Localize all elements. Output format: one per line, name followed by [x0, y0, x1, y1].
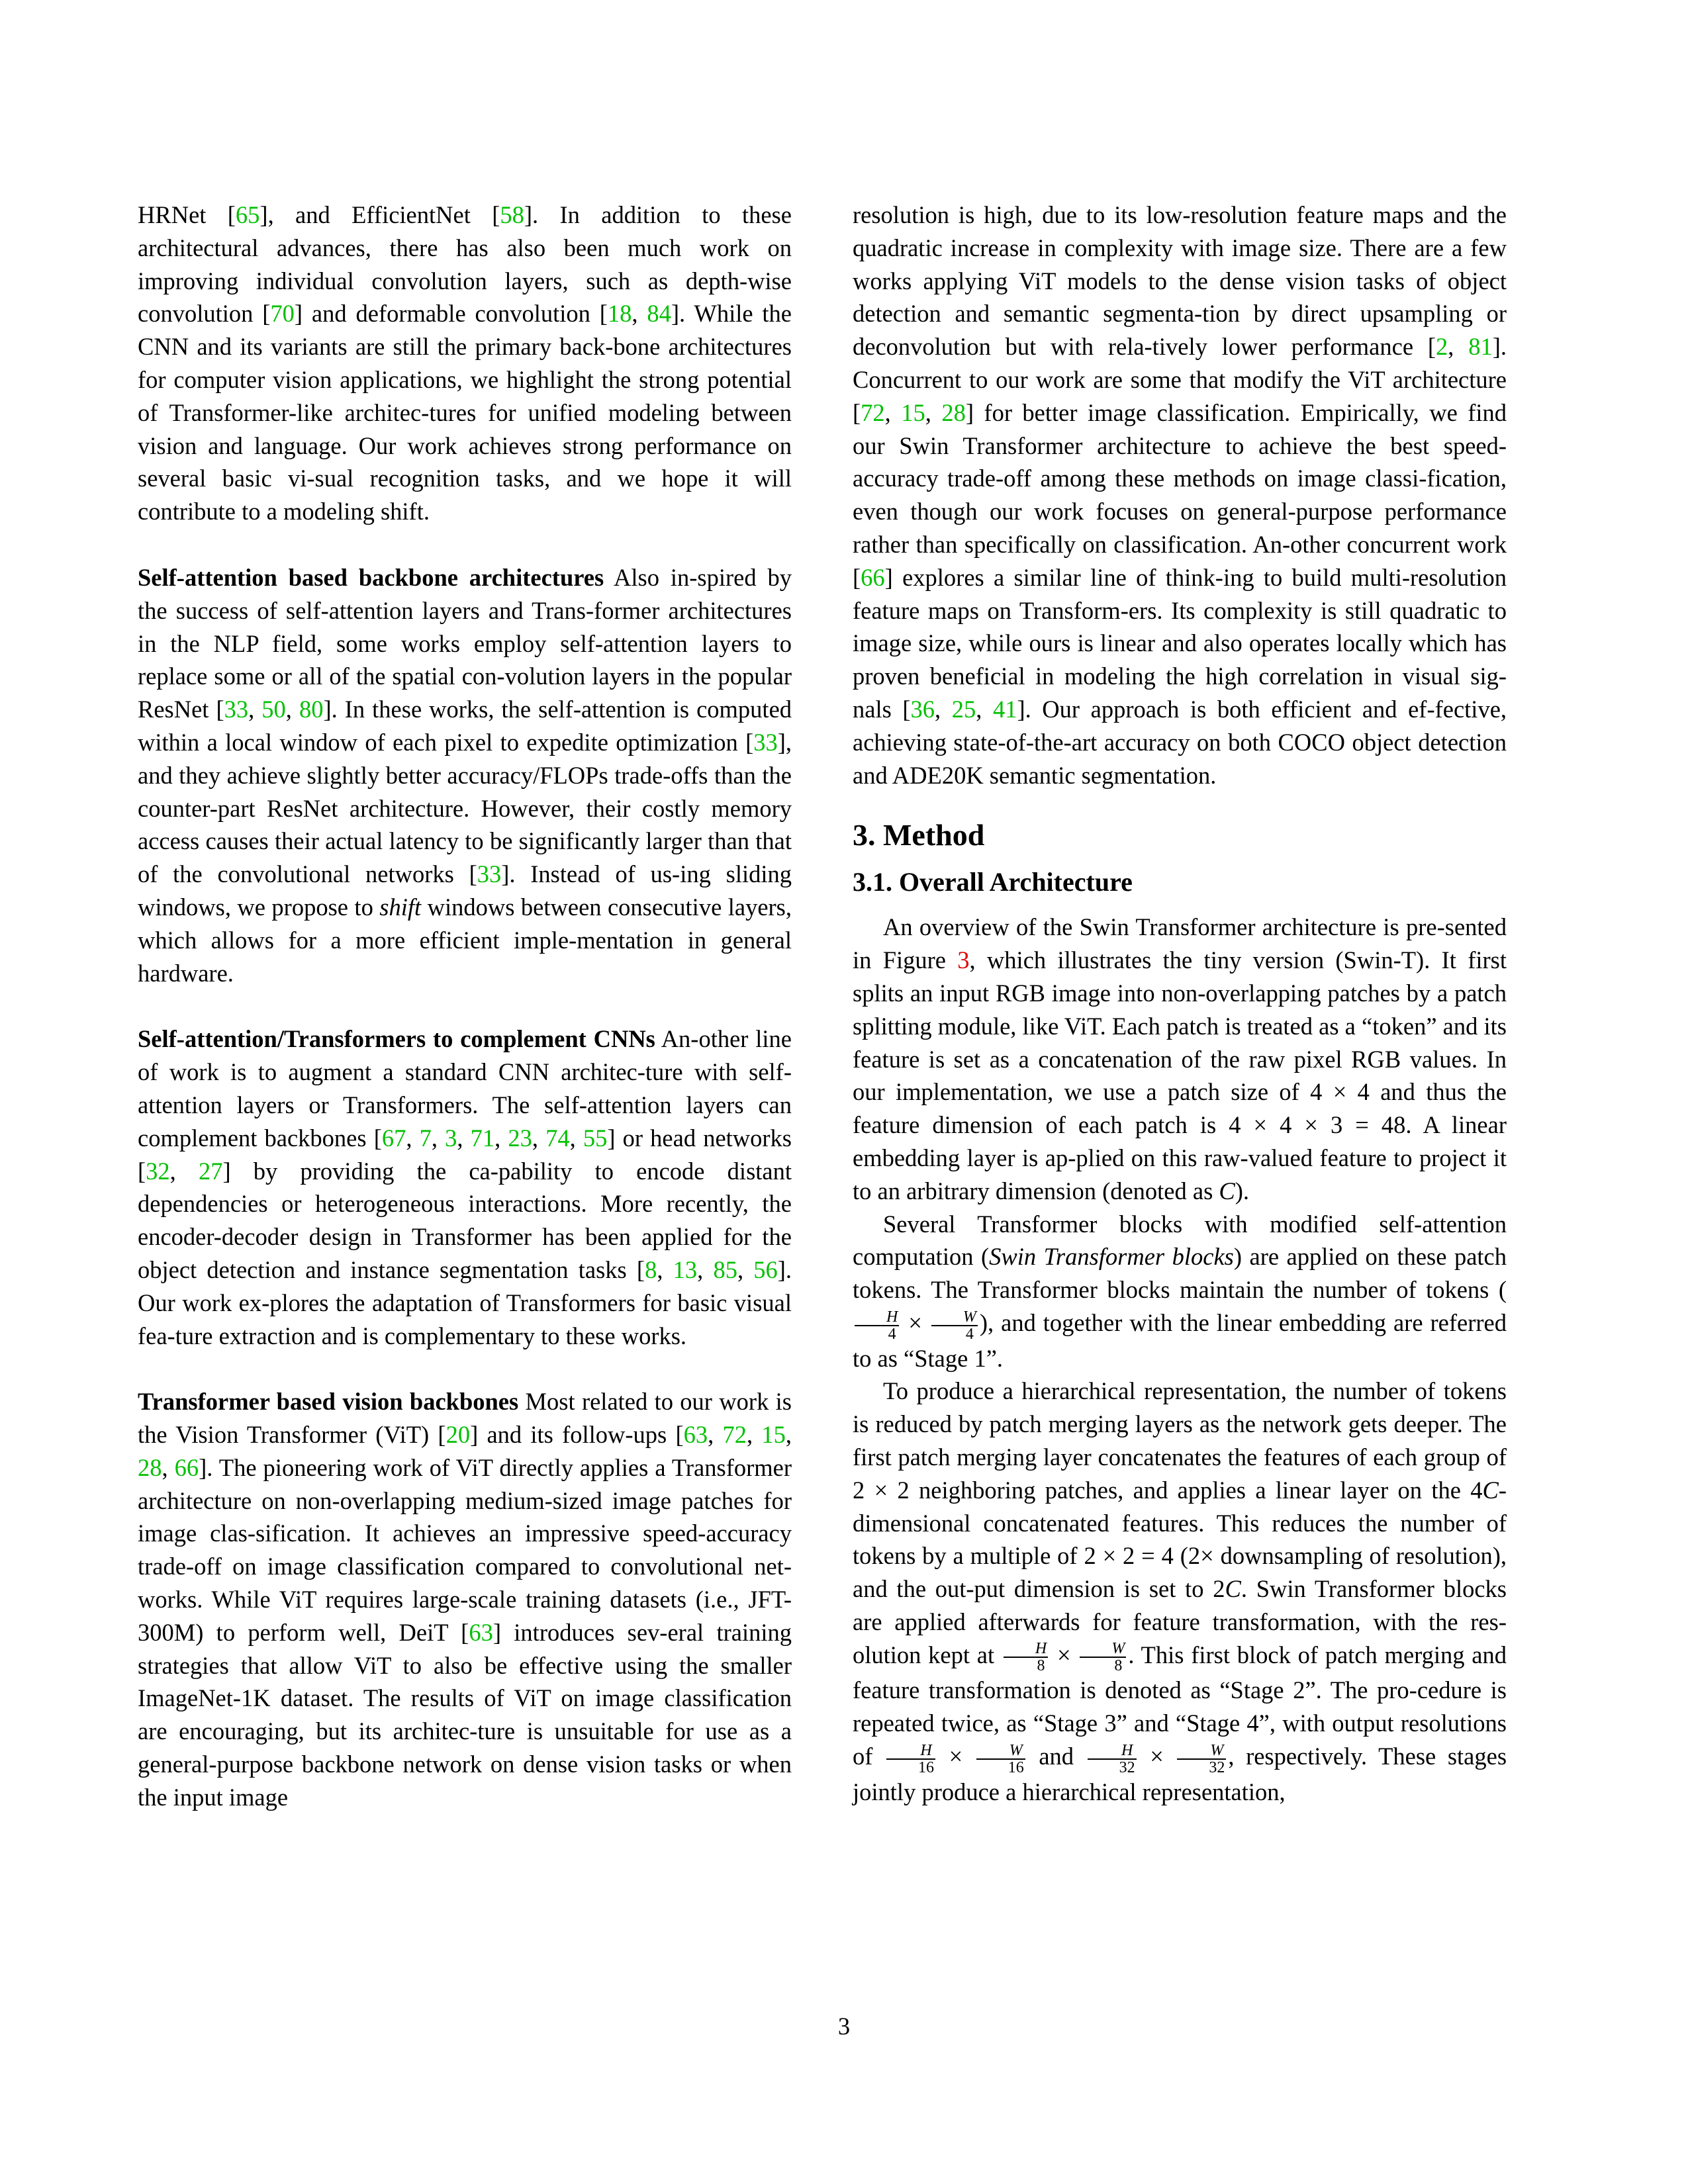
- text-run: and: [1027, 1742, 1086, 1770]
- text-run: HRNet [: [138, 201, 236, 228]
- subsection-title: 3.1. Overall Architecture: [853, 867, 1133, 897]
- text-run: ]. In addition to these architectural advances, there has also been much work on improving individual convolution layers, such as depth-wise convolution [: [138, 201, 792, 328]
- text-run: ,: [569, 1124, 583, 1152]
- citation-link[interactable]: 27: [198, 1157, 223, 1185]
- text-run: ,: [697, 1255, 714, 1283]
- paragraph-cnn-advances: [138, 199, 792, 528]
- left-column: [138, 199, 792, 1814]
- citation-link[interactable]: 70: [270, 300, 295, 328]
- citation-link[interactable]: 55: [583, 1124, 608, 1152]
- fraction-denominator: 16: [918, 1758, 934, 1776]
- text-run: An-other line of work is to augment a standard CNN architec-ture with self-attention layers or Transformers. The self-attention layers can complement backbones [: [138, 1025, 792, 1152]
- math-variable: C: [1219, 1177, 1235, 1205]
- text-run: ,: [162, 1453, 175, 1481]
- text-run: ), and together with the linear embedding are referred to as “Stage 1”.: [853, 1308, 1507, 1372]
- text-run: Also in-spired by the success of self-attention layers and Trans-former architectures in the NLP field, some works employ self-attention layers to replace some or all of the spatial con-volution layers in the popular ResNet [: [138, 563, 792, 723]
- text-run: resolution is high, due to its low-resolution feature maps and the quadratic increase in complexity with image size. There are a few works applying ViT models to the dense vision tasks of object detection and semantic segmenta-tion by direct upsampling or deconvolution but with rela-tively lower performance [: [853, 201, 1507, 361]
- text-run: ,: [785, 1421, 792, 1449]
- citation-link[interactable]: 33: [753, 728, 778, 756]
- text-run: , which illustrates the tiny version (Swin-T). It first splits an input RGB image into non-overlapping patches by a patch splitting module, like ViT. Each patch is treated as a “token” and its feature is set as a concatenation of the raw pixel RGB values. In our implementation, we use a patch size of 4 × 4 and thus the feature dimension of each patch is 4 × 4 × 3 = 48. A linear embedding layer is ap-plied on this raw-valued feature to project it to an arbitrary dimension (denoted as: [853, 946, 1507, 1205]
- citation-link[interactable]: 65: [235, 201, 260, 228]
- text-run: , respectively. These stages jointly produce a hierarchical representation,: [853, 1742, 1507, 1805]
- citation-link[interactable]: 33: [477, 860, 502, 888]
- citation-link[interactable]: 63: [683, 1421, 708, 1449]
- citation-link[interactable]: 58: [500, 201, 524, 228]
- citation-link[interactable]: 32: [146, 1157, 170, 1185]
- fraction-denominator: 32: [1209, 1758, 1225, 1776]
- paragraph-vit-limitations: [853, 199, 1507, 792]
- text-run: ×: [901, 1308, 929, 1336]
- text-run: ] and deformable convolution [: [294, 300, 608, 328]
- math-fraction: [1080, 1641, 1126, 1674]
- citation-link[interactable]: 15: [901, 398, 925, 426]
- math-fraction: [1177, 1743, 1226, 1776]
- fraction-denominator: 8: [1114, 1657, 1123, 1675]
- citation-link[interactable]: 63: [469, 1618, 493, 1646]
- text-run: ,: [925, 398, 942, 426]
- citation-link[interactable]: 66: [861, 563, 885, 591]
- citation-link[interactable]: 66: [174, 1453, 199, 1481]
- fraction-denominator: 8: [1037, 1657, 1045, 1675]
- text-run: ]. Our approach is both efficient and ef-fective, achieving state-of-the-art accuracy on both COCO object detection and ADE20K semantic segmentation.: [853, 695, 1507, 789]
- fraction-numerator: H: [886, 1743, 935, 1760]
- text-run: ]. Our work ex-plores the adaptation of Transformers for basic visual fea-ture extraction and is complementary to these works.: [138, 1255, 792, 1349]
- citation-link[interactable]: 71: [470, 1124, 495, 1152]
- citation-link[interactable]: 36: [910, 695, 935, 723]
- text-run: ,: [169, 1157, 199, 1185]
- math-fraction: [1088, 1743, 1137, 1776]
- text-run: ) are applied on these patch tokens. The Transformer blocks maintain the number of tokens (: [853, 1243, 1507, 1304]
- text-run: windows between consecutive layers, which allows for a more efficient imple-mentation in general hardware.: [138, 893, 792, 987]
- text-run: ,: [632, 300, 647, 328]
- citation-link[interactable]: 80: [299, 696, 324, 723]
- citation-link[interactable]: 41: [992, 695, 1017, 723]
- citation-link[interactable]: 72: [722, 1421, 747, 1449]
- text-run: ] introduces sev-eral training strategies that allow ViT to also be effective using the smaller ImageNet-1K dataset. The results of ViT on image classification are encouraging, but its architec-ture is unsuitable for use as a general-purpose backbone network on dense vision tasks or when the input image: [138, 1618, 792, 1811]
- text-run: . This first block of patch merging and feature transformation is denoted as “Stage 2”. The pro-cedure is repeated twice, as “Stage 3” and “Stage 4”, with output resolutions of: [853, 1641, 1507, 1770]
- text-run: ]. The pioneering work of ViT directly applies a Transformer architecture on non-overlapping medium-sized image patches for image clas-sification. It achieves an impressive speed-accuracy trade-off on image classification compared to convolutional net-works. While ViT requires large-scale training datasets (i.e., JFT-300M) to perform well, DeiT [: [138, 1453, 792, 1646]
- text-run: ], and they achieve slightly better accuracy/FLOPs trade-offs than the counter-part ResNet architecture. However, their costly memory access causes their actual latency to be significantly larger than that of the convolutional networks [: [138, 728, 792, 888]
- paragraph-heading: Transformer based vision backbones: [138, 1388, 519, 1416]
- paragraph-heading: Self-attention based backbone architectures: [138, 563, 604, 591]
- citation-link[interactable]: 84: [647, 300, 671, 328]
- citation-link[interactable]: 28: [941, 398, 966, 426]
- citation-link[interactable]: 25: [951, 695, 976, 723]
- text-run: ,: [248, 696, 262, 723]
- math-fraction: [886, 1743, 935, 1776]
- text-run: Several Transformer blocks with modified self-attention computation (: [853, 1210, 1507, 1271]
- text-run: ,: [737, 1255, 754, 1283]
- fraction-numerator: W: [931, 1309, 978, 1326]
- citation-link[interactable]: 81: [1468, 333, 1493, 361]
- fraction-numerator: W: [976, 1743, 1025, 1760]
- paragraph-swin-blocks: [853, 1208, 1507, 1375]
- citation-link[interactable]: 33: [224, 696, 249, 723]
- italic-text: Swin Transformer blocks: [989, 1243, 1234, 1271]
- fraction-numerator: H: [1004, 1641, 1048, 1658]
- fraction-denominator: 4: [965, 1325, 974, 1343]
- fraction-numerator: W: [1080, 1641, 1126, 1658]
- math-fraction: [931, 1309, 978, 1342]
- text-run: ,: [884, 398, 902, 426]
- citation-link[interactable]: 56: [753, 1255, 778, 1283]
- text-run: ×: [1050, 1641, 1078, 1668]
- citation-link[interactable]: 85: [713, 1255, 737, 1283]
- text-run: To produce a hierarchical representation, the number of tokens is reduced by patch merging layers as the network gets deeper. The first patch merging layer concatenates the features of each group of 2 × 2 neighboring patches, and applies a linear layer on the 4: [853, 1377, 1507, 1504]
- math-variable: C: [1482, 1476, 1499, 1504]
- section-title: 3. Method: [853, 818, 985, 852]
- text-run: ,: [532, 1124, 546, 1152]
- page-number: 3: [837, 2013, 851, 2040]
- text-run: ]. While the CNN and its variants are still the primary back-bone architectures for computer vision applications, we highlight the strong potential of Transformer-like architec-tures for unified modeling between vision and language. Our work achieves strong performance on several basic vi-sual recognition tasks, and we hope it will contribute to a modeling shift.: [138, 300, 792, 525]
- figure-reference-link[interactable]: 3: [957, 946, 970, 974]
- citation-link[interactable]: 20: [445, 1421, 471, 1449]
- text-run: ,: [494, 1124, 508, 1152]
- text-run: ×: [937, 1742, 974, 1770]
- text-run: ]. Concurrent to our work are some that modify the ViT architecture [: [853, 333, 1507, 426]
- text-run: ] by providing the ca-pability to encode distant dependencies or heterogeneous interactions. More recently, the encoder-decoder design in Transformer has been applied for the object detection and instance segmentation tasks [: [138, 1157, 792, 1283]
- fraction-denominator: 4: [888, 1325, 896, 1343]
- citation-link[interactable]: 72: [861, 398, 885, 426]
- fraction-numerator: H: [855, 1309, 899, 1326]
- text-run: ×: [1138, 1742, 1176, 1770]
- paragraph-self-attention-backbones: [138, 561, 792, 989]
- text-run: ).: [1235, 1177, 1250, 1205]
- text-run: -dimensional concatenated features. This reduces the number of tokens by a multiple of 2 × 2 = 4 (2× downsampling of resolution), and the out-put dimension is set to 2: [853, 1476, 1507, 1603]
- text-run: ,: [285, 696, 299, 723]
- text-run: ,: [431, 1124, 445, 1152]
- math-variable: C: [1225, 1575, 1241, 1603]
- text-run: ] or head networks [: [138, 1124, 792, 1185]
- text-run: ]. In these works, the self-attention is computed within a local window of each pixel to expedite optimization [: [138, 696, 792, 756]
- fraction-denominator: 32: [1119, 1758, 1135, 1776]
- text-run: ], and EfficientNet [: [259, 201, 500, 228]
- citation-link[interactable]: 3: [445, 1124, 457, 1152]
- math-fraction: [976, 1743, 1025, 1776]
- text-run: ,: [457, 1124, 471, 1152]
- fraction-denominator: 16: [1008, 1758, 1024, 1776]
- fraction-numerator: W: [1177, 1743, 1226, 1760]
- text-run: ,: [657, 1255, 673, 1283]
- citation-link[interactable]: 18: [607, 300, 632, 328]
- citation-link[interactable]: 8: [645, 1255, 657, 1283]
- citation-link[interactable]: 23: [508, 1124, 532, 1152]
- citation-link[interactable]: 13: [673, 1255, 698, 1283]
- citation-link[interactable]: 74: [545, 1124, 570, 1152]
- text-run: ] explores a similar line of think-ing to build multi-resolution feature maps on Transform-ers. Its complexity is still quadratic to image size, while ours is linear and also operates locally which has proven beneficial in modeling the high correlation in visual sig-nals [: [853, 563, 1507, 723]
- text-run: Most related to our work is the Vision Transformer (ViT) [: [138, 1388, 792, 1449]
- citation-link[interactable]: 28: [138, 1453, 162, 1481]
- text-run: ,: [406, 1124, 420, 1152]
- citation-link[interactable]: 2: [1436, 333, 1448, 361]
- paragraph-hierarchical: [853, 1375, 1507, 1808]
- text-run: An overview of the Swin Transformer architecture is pre-sented in Figure: [853, 913, 1507, 974]
- citation-link[interactable]: 50: [261, 696, 286, 723]
- paragraph-transformer-backbones: [138, 1385, 792, 1813]
- text-run: ,: [935, 695, 952, 723]
- paragraph-complement-cnns: [138, 1023, 792, 1352]
- citation-link[interactable]: 67: [381, 1124, 406, 1152]
- text-run: . Swin Transformer blocks are applied afterwards for feature transformation, with the res-olution kept at: [853, 1575, 1507, 1668]
- math-fraction: [855, 1309, 899, 1342]
- text-run: ] and its follow-ups [: [470, 1421, 684, 1449]
- text-run: ,: [747, 1421, 762, 1449]
- citation-link[interactable]: 7: [419, 1124, 432, 1152]
- paragraph-heading: Self-attention/Transformers to complement CNNs: [138, 1025, 655, 1053]
- text-run: ]. Instead of us-ing sliding windows, we propose to: [138, 860, 792, 921]
- italic-text: shift: [379, 893, 422, 921]
- text-run: ] for better image classification. Empirically, we find our Swin Transformer architecture to achieve the best speed-accuracy trade-off among these methods on image classi-fication, even though our work focuses on general-purpose performance rather than specifically on classification. An-other concurrent work [: [853, 398, 1507, 591]
- citation-link[interactable]: 15: [761, 1421, 786, 1449]
- text-run: ,: [708, 1421, 723, 1449]
- paragraph-overview: [853, 911, 1507, 1207]
- fraction-numerator: H: [1088, 1743, 1137, 1760]
- math-fraction: [1004, 1641, 1048, 1674]
- text-run: ,: [1448, 333, 1469, 361]
- text-run: ,: [976, 695, 993, 723]
- right-column: [853, 199, 1507, 1808]
